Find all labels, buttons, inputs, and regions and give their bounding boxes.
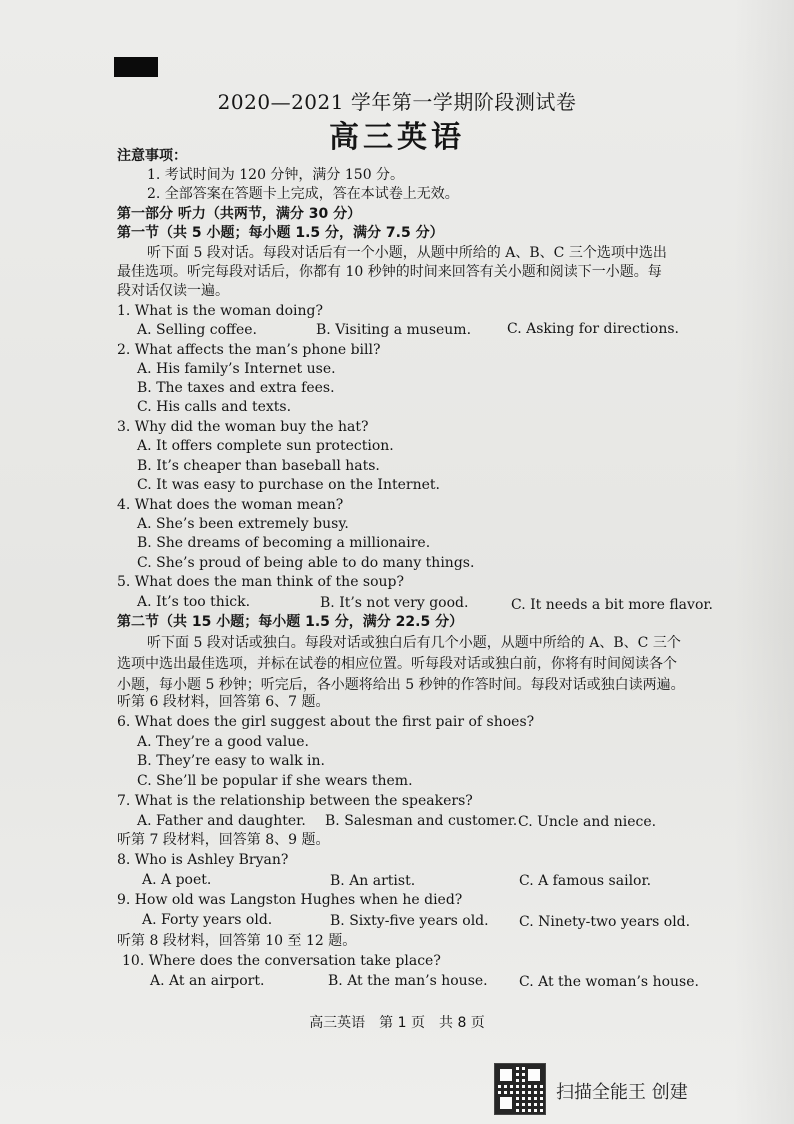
option-3a: A. It offers complete sun protection. <box>137 438 394 454</box>
question-5: 5. What does the man think of the soup? <box>117 574 405 590</box>
section1-instructions: 听下面 5 段对话。每段对话后有一个小题，从题中所给的 A、B、C 三个选项中选出 <box>147 245 667 261</box>
option-10a: A. At an airport. <box>150 973 265 989</box>
option-8a: A. A poet. <box>142 872 212 888</box>
section2-instructions: 小题，每小题 5 秒钟；听完后，各小题将给出 5 秒钟的作答时间。每段对话或独白读两遍。 <box>117 677 685 693</box>
option-6a: A. They’re a good value. <box>137 734 309 750</box>
option-5c: C. It needs a bit more flavor. <box>511 597 713 613</box>
question-6: 6. What does the girl suggest about the first pair of shoes? <box>117 714 535 730</box>
option-10b: B. At the man’s house. <box>328 973 488 989</box>
question-3: 3. Why did the woman buy the hat? <box>117 419 369 435</box>
option-8b: B. An artist. <box>330 873 416 889</box>
option-2a: A. His family’s Internet use. <box>137 361 336 377</box>
section1-heading: 第一节（共 5 小题；每小题 1.5 分，满分 7.5 分） <box>117 225 444 241</box>
question-4: 4. What does the woman mean? <box>117 497 344 513</box>
redaction-bar <box>114 57 158 77</box>
section2-heading: 第二节（共 15 小题；每小题 1.5 分，满分 22.5 分） <box>117 614 464 630</box>
option-7a: A. Father and daughter. <box>137 813 306 829</box>
notes-item: 2. 全部答案在答题卡上完成，答在本试卷上无效。 <box>147 186 459 202</box>
option-6c: C. She’ll be popular if she wears them. <box>137 773 413 789</box>
notes-item: 1. 考试时间为 120 分钟，满分 150 分。 <box>147 167 405 183</box>
question-2: 2. What affects the man’s phone bill? <box>117 342 381 358</box>
question-10: 10. Where does the conversation take place? <box>122 953 441 969</box>
option-4a: A. She’s been extremely busy. <box>137 516 349 532</box>
option-4c: C. She’s proud of being able to do many things. <box>137 555 475 571</box>
question-9: 9. How old was Langston Hughes when he died? <box>117 892 463 908</box>
option-8c: C. A famous sailor. <box>519 873 652 889</box>
section1-instructions: 最佳选项。听完每段对话后，你都有 10 秒钟的时间来回答有关小题和阅读下一小题。每 <box>117 264 662 280</box>
section2-instructions: 选项中选出最佳选项，并标在试卷的相应位置。听每段对话或独白前，你将有时间阅读各个 <box>117 656 677 672</box>
notes-heading: 注意事项： <box>117 148 187 164</box>
material-8-heading: 听第 8 段材料，回答第 10 至 12 题。 <box>117 933 357 949</box>
option-9a: A. Forty years old. <box>142 912 273 928</box>
option-2c: C. His calls and texts. <box>137 399 292 415</box>
page-footer: 高三英语 第 1 页 共 8 页 <box>309 1015 485 1031</box>
material-7-heading: 听第 7 段材料，回答第 8、9 题。 <box>117 832 330 848</box>
question-1: 1. What is the woman doing? <box>117 303 323 319</box>
option-9c: C. Ninety-two years old. <box>519 914 691 930</box>
option-1c: C. Asking for directions. <box>507 321 679 337</box>
option-3c: C. It was easy to purchase on the Internet. <box>137 477 440 493</box>
option-1b: B. Visiting a museum. <box>316 322 472 338</box>
subject-title: 高三英语 <box>329 120 465 155</box>
page-shadow <box>734 0 794 1124</box>
question-8: 8. Who is Ashley Bryan? <box>117 852 289 868</box>
option-2b: B. The taxes and extra fees. <box>137 380 335 396</box>
section1-instructions: 段对话仅读一遍。 <box>117 283 229 299</box>
scanner-watermark: 扫描全能王 创建 <box>556 1082 688 1103</box>
option-5b: B. It’s not very good. <box>320 595 469 611</box>
part1-heading: 第一部分 听力（共两节，满分 30 分） <box>117 206 362 222</box>
qr-code-icon <box>494 1063 546 1115</box>
option-10c: C. At the woman’s house. <box>519 974 699 990</box>
exam-title: 2020—2021 学年第一学期阶段测试卷 <box>217 90 577 114</box>
question-7: 7. What is the relationship between the speakers? <box>117 793 473 809</box>
section2-instructions: 听下面 5 段对话或独白。每段对话或独白后有几个小题，从题中所给的 A、B、C 三个 <box>147 635 681 651</box>
option-5a: A. It’s too thick. <box>137 594 251 610</box>
option-7c: C. Uncle and niece. <box>518 814 657 830</box>
option-7b: B. Salesman and customer. <box>325 813 518 829</box>
option-3b: B. It’s cheaper than baseball hats. <box>137 458 380 474</box>
option-6b: B. They’re easy to walk in. <box>137 753 325 769</box>
option-4b: B. She dreams of becoming a millionaire. <box>137 535 431 551</box>
option-1a: A. Selling coffee. <box>137 322 257 338</box>
option-9b: B. Sixty-five years old. <box>330 913 489 929</box>
material-6-heading: 听第 6 段材料，回答第 6、7 题。 <box>117 694 330 710</box>
